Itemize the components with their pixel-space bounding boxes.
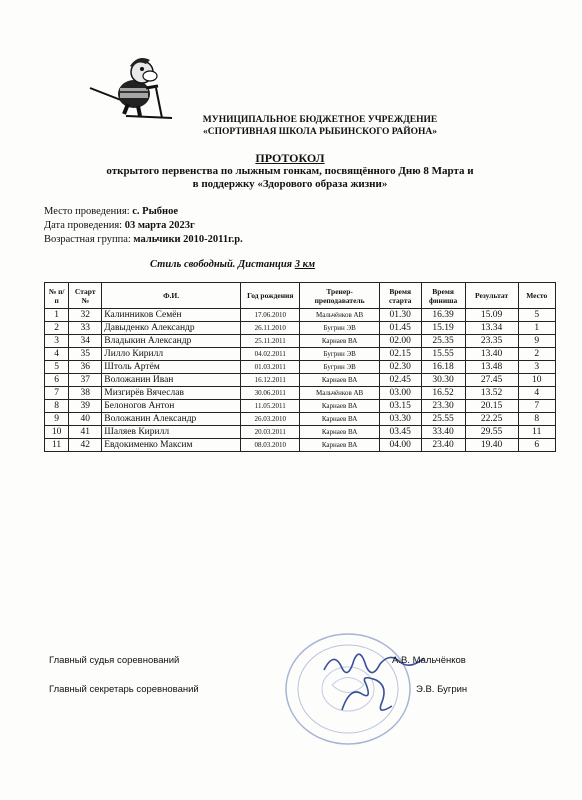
table-row bbox=[45, 387, 556, 400]
cell-coach: Мальчёнков АВ bbox=[300, 387, 379, 400]
cell-name: Воложанин Александр bbox=[102, 413, 241, 426]
cell-num: 3 bbox=[45, 335, 69, 348]
cell-place: 11 bbox=[518, 426, 556, 439]
cell-num: 7 bbox=[45, 387, 69, 400]
cell-start-time: 03.00 bbox=[379, 387, 421, 400]
skier-logo-icon bbox=[86, 52, 176, 122]
cell-birth: 08.03.2010 bbox=[241, 439, 300, 452]
cell-start-time: 02.15 bbox=[379, 348, 421, 361]
cell-coach: Мальчёнков АВ bbox=[300, 309, 379, 322]
results-body bbox=[45, 309, 556, 452]
cell-finish-time: 23.40 bbox=[421, 439, 465, 452]
cell-coach: Карнаев ВА bbox=[300, 439, 379, 452]
table-row bbox=[45, 400, 556, 413]
table-row bbox=[45, 361, 556, 374]
title-main: ПРОТОКОЛ bbox=[255, 151, 325, 165]
cell-place: 5 bbox=[518, 309, 556, 322]
cell-place: 1 bbox=[518, 322, 556, 335]
results-table bbox=[44, 282, 556, 452]
event-info bbox=[44, 205, 243, 247]
table-row bbox=[45, 413, 556, 426]
organization-name bbox=[150, 114, 490, 138]
cell-coach: Бугрин ЭВ bbox=[300, 322, 379, 335]
cell-start-time: 02.00 bbox=[379, 335, 421, 348]
header-result: Результат bbox=[465, 283, 518, 309]
cell-birth: 20.03.2011 bbox=[241, 426, 300, 439]
cell-birth: 17.06.2010 bbox=[241, 309, 300, 322]
cell-coach: Карнаев ВА bbox=[300, 374, 379, 387]
cell-place: 6 bbox=[518, 439, 556, 452]
place-value: с. Рыбное bbox=[132, 206, 178, 217]
cell-finish-time: 16.18 bbox=[421, 361, 465, 374]
cell-birth: 26.11.2010 bbox=[241, 322, 300, 335]
cell-place: 3 bbox=[518, 361, 556, 374]
group-label: Возрастная группа: bbox=[44, 234, 134, 245]
cell-name: Шаляев Кирилл bbox=[102, 426, 241, 439]
cell-num: 9 bbox=[45, 413, 69, 426]
cell-start: 41 bbox=[69, 426, 102, 439]
table-row bbox=[45, 322, 556, 335]
cell-num: 6 bbox=[45, 374, 69, 387]
cell-num: 2 bbox=[45, 322, 69, 335]
cell-coach: Карнаев ВА bbox=[300, 413, 379, 426]
header-start: Старт № bbox=[69, 283, 102, 309]
cell-birth: 16.12.2011 bbox=[241, 374, 300, 387]
cell-num: 4 bbox=[45, 348, 69, 361]
cell-name: Евдокименко Максим bbox=[102, 439, 241, 452]
cell-coach: Карнаев ВА bbox=[300, 400, 379, 413]
cell-num: 5 bbox=[45, 361, 69, 374]
cell-finish-time: 15.19 bbox=[421, 322, 465, 335]
cell-start: 34 bbox=[69, 335, 102, 348]
date-label: Дата проведения: bbox=[44, 220, 125, 231]
cell-coach: Бугрин ЭВ bbox=[300, 348, 379, 361]
cell-start: 38 bbox=[69, 387, 102, 400]
cell-start: 33 bbox=[69, 322, 102, 335]
header-start-time: Время старта bbox=[379, 283, 421, 309]
cell-start-time: 03.45 bbox=[379, 426, 421, 439]
cell-place: 9 bbox=[518, 335, 556, 348]
secretary-label: Главный секретарь соревнований bbox=[49, 684, 199, 695]
handwritten-signature-icon bbox=[320, 640, 430, 720]
header-place: Место bbox=[518, 283, 556, 309]
cell-result: 29.55 bbox=[465, 426, 518, 439]
cell-birth: 11.05.2011 bbox=[241, 400, 300, 413]
cell-birth: 26.03.2010 bbox=[241, 413, 300, 426]
cell-birth: 01.03.2011 bbox=[241, 361, 300, 374]
table-row bbox=[45, 309, 556, 322]
place-label: Место проведения: bbox=[44, 206, 133, 217]
cell-result: 13.52 bbox=[465, 387, 518, 400]
race-style-text: Стиль свободный. Дистанция bbox=[150, 259, 295, 270]
cell-name: Штоль Артём bbox=[102, 361, 241, 374]
cell-result: 19.40 bbox=[465, 439, 518, 452]
cell-result: 13.40 bbox=[465, 348, 518, 361]
table-row bbox=[45, 439, 556, 452]
cell-birth: 04.02.2011 bbox=[241, 348, 300, 361]
cell-start: 42 bbox=[69, 439, 102, 452]
race-distance: 3 км bbox=[294, 259, 316, 270]
cell-finish-time: 16.52 bbox=[421, 387, 465, 400]
header-name: Ф.И. bbox=[102, 283, 241, 309]
judge-label: Главный судья соревнований bbox=[49, 655, 180, 666]
cell-finish-time: 25.55 bbox=[421, 413, 465, 426]
cell-start-time: 01.45 bbox=[379, 322, 421, 335]
cell-finish-time: 23.30 bbox=[421, 400, 465, 413]
cell-coach: Карнаев ВА bbox=[300, 335, 379, 348]
group-value: мальчики 2010-2011г.р. bbox=[133, 234, 243, 245]
cell-start-time: 03.30 bbox=[379, 413, 421, 426]
org-line-2: «СПОРТИВНАЯ ШКОЛА РЫБИНСКОГО РАЙОНА» bbox=[202, 127, 438, 137]
cell-place: 8 bbox=[518, 413, 556, 426]
table-header-row bbox=[45, 283, 556, 309]
cell-result: 15.09 bbox=[465, 309, 518, 322]
race-style bbox=[150, 259, 315, 270]
title-line-2: в поддержку «Здорового образа жизни» bbox=[192, 178, 388, 190]
cell-coach: Бугрин ЭВ bbox=[300, 361, 379, 374]
cell-finish-time: 16.39 bbox=[421, 309, 465, 322]
cell-finish-time: 15.55 bbox=[421, 348, 465, 361]
table-row bbox=[45, 348, 556, 361]
cell-finish-time: 33.40 bbox=[421, 426, 465, 439]
header-coach: Тренер-преподаватель bbox=[300, 283, 379, 309]
cell-start: 32 bbox=[69, 309, 102, 322]
cell-start: 37 bbox=[69, 374, 102, 387]
cell-place: 2 bbox=[518, 348, 556, 361]
cell-birth: 30.06.2011 bbox=[241, 387, 300, 400]
cell-start: 36 bbox=[69, 361, 102, 374]
cell-start-time: 04.00 bbox=[379, 439, 421, 452]
document-title bbox=[60, 152, 520, 191]
cell-finish-time: 30.30 bbox=[421, 374, 465, 387]
cell-name: Мизгирёв Вячеслав bbox=[102, 387, 241, 400]
cell-result: 23.35 bbox=[465, 335, 518, 348]
cell-start-time: 02.45 bbox=[379, 374, 421, 387]
cell-result: 27.45 bbox=[465, 374, 518, 387]
title-line-1: открытого первенства по лыжным гонкам, посвящённого Дню 8 Марта и bbox=[106, 165, 474, 177]
cell-start-time: 02.30 bbox=[379, 361, 421, 374]
cell-result: 13.48 bbox=[465, 361, 518, 374]
cell-start-time: 01.30 bbox=[379, 309, 421, 322]
cell-num: 11 bbox=[45, 439, 69, 452]
judge-name: А.В. Мальчёнков bbox=[392, 655, 466, 666]
date-value: 03 марта 2023г bbox=[124, 220, 195, 231]
cell-result: 13.34 bbox=[465, 322, 518, 335]
cell-name: Белоногов Антон bbox=[102, 400, 241, 413]
cell-name: Калинников Семён bbox=[102, 309, 241, 322]
date-row bbox=[44, 219, 243, 233]
cell-start: 39 bbox=[69, 400, 102, 413]
cell-birth: 25.11.2011 bbox=[241, 335, 300, 348]
table-row bbox=[45, 335, 556, 348]
cell-place: 7 bbox=[518, 400, 556, 413]
group-row bbox=[44, 233, 243, 247]
place-row bbox=[44, 205, 243, 219]
table-row bbox=[45, 426, 556, 439]
org-line-1: МУНИЦИПАЛЬНОЕ БЮДЖЕТНОЕ УЧРЕЖДЕНИЕ bbox=[202, 115, 438, 125]
cell-num: 10 bbox=[45, 426, 69, 439]
cell-num: 1 bbox=[45, 309, 69, 322]
secretary-name: Э.В. Бугрин bbox=[416, 684, 468, 695]
cell-place: 4 bbox=[518, 387, 556, 400]
cell-name: Владыкин Александр bbox=[102, 335, 241, 348]
cell-result: 20.15 bbox=[465, 400, 518, 413]
table-row bbox=[45, 374, 556, 387]
cell-coach: Карнаев ВА bbox=[300, 426, 379, 439]
cell-start-time: 03.15 bbox=[379, 400, 421, 413]
cell-name: Лилло Кирилл bbox=[102, 348, 241, 361]
header-num: № п/п bbox=[45, 283, 69, 309]
cell-start: 40 bbox=[69, 413, 102, 426]
cell-num: 8 bbox=[45, 400, 69, 413]
header-birth: Год рождения bbox=[241, 283, 300, 309]
cell-result: 22.25 bbox=[465, 413, 518, 426]
cell-name: Давыденко Александр bbox=[102, 322, 241, 335]
header-finish-time: Время финиша bbox=[421, 283, 465, 309]
cell-place: 10 bbox=[518, 374, 556, 387]
cell-name: Воложанин Иван bbox=[102, 374, 241, 387]
cell-finish-time: 25.35 bbox=[421, 335, 465, 348]
cell-start: 35 bbox=[69, 348, 102, 361]
